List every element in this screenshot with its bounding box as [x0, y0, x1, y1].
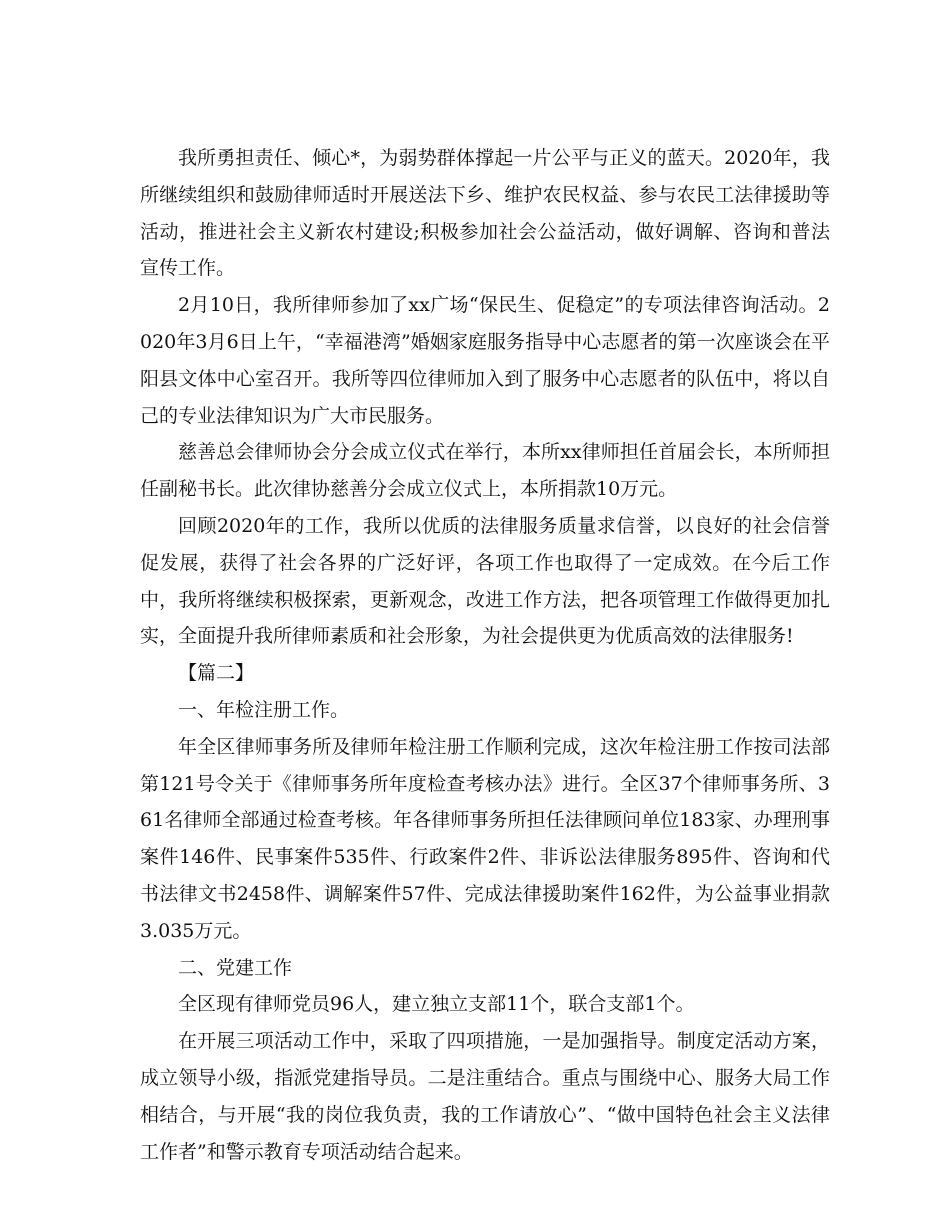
paragraph-three-activities: 在开展三项活动工作中，采取了四项措施，一是加强指导。制度定活动方案，成立领导小级，指派党建指导员。二是注重结合。重点与围绕中心、服务大局工作相结合，与开展“我的岗位我负责，我的工作请放心”、“做中国特色社会主义法律工作者”和警示教育专项活动结合起来。	[140, 1030, 830, 1163]
section-heading-annual-registration: 一、年检注册工作。	[178, 698, 350, 721]
paragraph-party-members: 全区现有律师党员96人，建立独立支部11个，联合支部1个。	[178, 993, 695, 1016]
paragraph-annual-registration: 年全区律师事务所及律师年检注册工作顺利完成，这次年检注册工作按司法部第121号令关于《律师事务所年度检查考核办法》进行。全区37个律师事务所、361名律师全部通过检查考核。年各律师事务所担任法律顾问单位183家、办理刑事案件146件、民事案件535件、行政案件2件、非诉讼法律服务895件、咨询和代书法律文书2458件、调解案件57件、完成法律援助案件162件，为公益事业捐款3.035万元。	[140, 735, 830, 942]
paragraph-charity-branch: 慈善总会律师协会分会成立仪式在举行，本所xx律师担任首届会长，本所师担任副秘书长。此次律协慈善分会成立仪式上，本所捐款10万元。	[140, 441, 830, 501]
section-heading-part-two: 【篇二】	[178, 662, 255, 685]
document-body	[140, 140, 830, 1170]
section-heading-party-building: 二、党建工作	[178, 956, 293, 979]
paragraph-public-welfare: 我所勇担责任、倾心*，为弱势群体撑起一片公平与正义的蓝天。2020年，我所继续组织和鼓励律师适时开展送法下乡、维护农民权益、参与农民工法律援助等活动，推进社会主义新农村建设;积极参加社会公益活动，做好调解、咨询和普法宣传工作。	[140, 147, 830, 280]
paragraph-legal-consultation: 2月10日，我所律师参加了xx广场“保民生、促稳定”的专项法律咨询活动。2020年3月6日上午，“幸福港湾”婚姻家庭服务指导中心志愿者的第一次座谈会在平阳县文体中心室召开。我所等四位律师加入到了服务中心志愿者的队伍中，将以自己的专业法律知识为广大市民服务。	[140, 294, 830, 427]
paragraph-review-2020: 回顾2020年的工作，我所以优质的法律服务质量求信誉，以良好的社会信誉促发展，获得了社会各界的广泛好评，各项工作也取得了一定成效。在今后工作中，我所将继续积极探索，更新观念，改进工作方法，把各项管理工作做得更加扎实，全面提升我所律师素质和社会形象，为社会提供更为优质高效的法律服务!	[140, 514, 830, 648]
